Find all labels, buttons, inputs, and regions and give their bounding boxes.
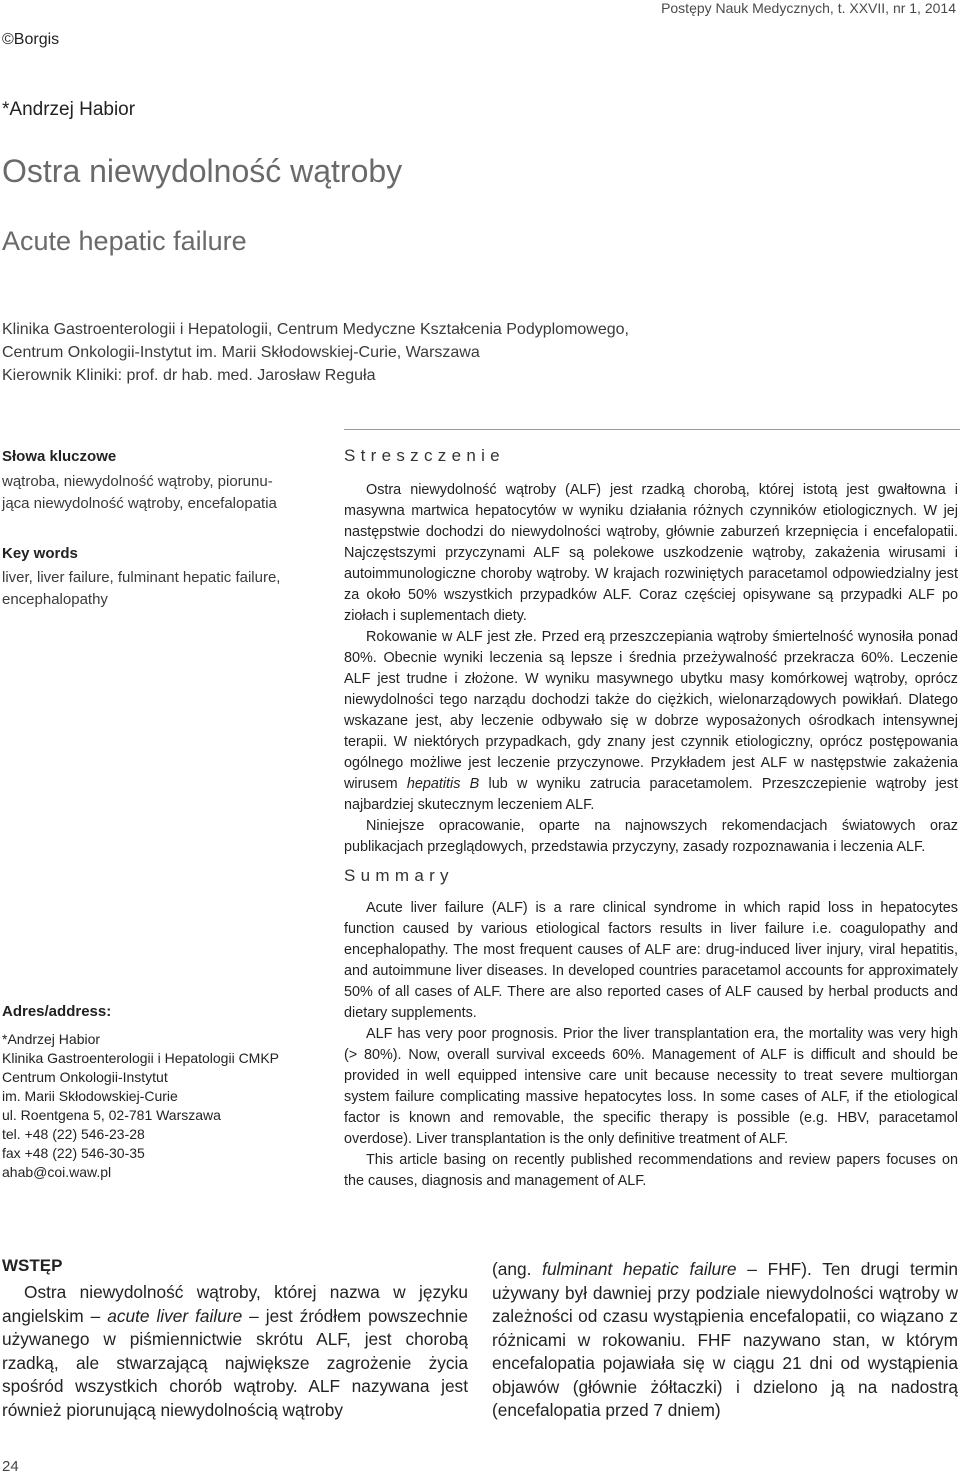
summary-heading: Summary bbox=[344, 866, 454, 885]
keywords-pl-heading: Słowa kluczowe bbox=[2, 448, 117, 465]
keywords-pl-line: jąca niewydolność wątroby, encefalopatia bbox=[2, 495, 277, 512]
title-polish: Ostra niewydolność wątroby bbox=[2, 153, 403, 189]
affiliation-line: Klinika Gastroenterologii i Hepatologii, Centrum Medyczne Kształcenia Podyplomowego, bbox=[2, 321, 629, 338]
title-english: Acute hepatic failure bbox=[2, 226, 247, 256]
section-heading-wstep: WSTĘP bbox=[2, 1256, 63, 1275]
page-number: 24 bbox=[2, 1458, 19, 1475]
affiliation bbox=[2, 318, 629, 387]
email-link[interactable]: ahab@coi.waw.pl bbox=[2, 1164, 112, 1180]
streszczenie-heading: Streszczenie bbox=[344, 446, 505, 465]
keywords-en-heading: Key words bbox=[2, 545, 78, 562]
journal-header: Postępy Nauk Medycznych, t. XXVII, nr 1, 2014 bbox=[661, 0, 956, 16]
address-line: *Andrzej Habior bbox=[2, 1031, 101, 1047]
address-line: Klinika Gastroenterologii i Hepatologii CMKP bbox=[2, 1050, 280, 1066]
address-line: fax +48 (22) 546-30-35 bbox=[2, 1145, 145, 1161]
abstract-paragraph: Ostra niewydolność wątroby (ALF) jest rzadką chorobą, której istotą jest gwałtowna i masywna martwica hepatocytów w wyniku działania różnych czynników etiologicznych. W jej następstwie dochodzi do niewydolności wątroby, głównie zaburzeń krzepnięcia i encefalopatii. Najczęstszymi przyczynami ALF są polekowe uszkodzenie wątroby, zakażenia wirusami i autoimmunologiczne choroby wątroby. W krajach rozwiniętych paracetamol odpowiedzialny jest za około 50% wszystkich przypadków ALF. Coraz częściej opisywane są przypadki ALF po ziołach i suplementach diety. bbox=[344, 482, 958, 624]
body-paragraph: Ostra niewydolność wątroby, której nazwa w języku angielskim – acute liver failure – jest źródłem powszechnie używanego w piśmiennictwie skrótu ALF, jest chorobą rzadką, ale stwarzającą największe zagrożenie życia spośród wszystkich chorób wątroby. ALF nazywana jest również piorunującą niewydolnością wątroby bbox=[2, 1282, 468, 1420]
author-name: *Andrzej Habior bbox=[2, 99, 136, 120]
address-line: tel. +48 (22) 546-23-28 bbox=[2, 1126, 145, 1142]
abstract-paragraph: This article basing on recently published recommendations and review papers focuses on the causes, diagnosis and management of ALF. bbox=[344, 1152, 958, 1189]
abstract-paragraph: Rokowanie w ALF jest złe. Przed erą przeszczepiania wątroby śmiertelność wynosiła ponad 80%. Obecnie wyniki leczenia są lepsze i średnia przeżywalność przekracza 60%. Leczenie ALF jest trudne i złożone. W wyniku masywnego ubytku masy komórkowej wątroby, oprócz niewydolności tego narządu dochodzi także do ciężkich, wielonarządowych powikłań. Dlatego wskazane jest, aby leczenie odbywało się w dobrze wyposażonych ośrodkach intensywnej terapii. W niektórych przypadkach, gdy znany jest czynnik etiologiczny, oprócz postępowania ogólnego możliwe jest leczenie przyczynowe. Przykładem jest ALF w następstwie zakażenia wirusem hepatitis B lub w wyniku zatrucia paracetamolem. Przeszczepienie wątroby jest najbardziej skutecznym leczeniem ALF. bbox=[344, 629, 958, 813]
affiliation-line: Centrum Onkologii-Instytut im. Marii Skłodowskiej-Curie, Warszawa bbox=[2, 344, 480, 361]
publisher-label: ©Borgis bbox=[2, 31, 60, 48]
keywords-en-block bbox=[2, 545, 322, 611]
body-column-right bbox=[492, 1258, 958, 1423]
abstract-paragraph: Acute liver failure (ALF) is a rare clinical syndrome in which rapid loss in hepatocytes function caused by various etiological factors results in liver failure i.e. coagulopathy and encephalopathy. The most frequent causes of ALF are: drug-induced liver injury, viral hepatitis, and autoimmune liver diseases. In developed countries paracetamol accounts for approximately 50% of all cases of ALF. There are also reported cases of ALF caused by herbal products and dietary supplements. bbox=[344, 900, 958, 1021]
keywords-en-line: liver, liver failure, fulminant hepatic failure, bbox=[2, 569, 281, 586]
abstract-paragraph: Niniejsze opracowanie, oparte na najnowszych rekomendacjach światowych oraz publikacjach przeglądowych, przedstawia przyczyny, zasady rozpoznawania i leczenia ALF. bbox=[344, 818, 958, 855]
address-block bbox=[2, 1003, 279, 1182]
body-column-left bbox=[2, 1281, 468, 1422]
abstract-paragraph: ALF has very poor prognosis. Prior the liver transplantation era, the mortality was very high (> 80%). Now, overall survival exceeds 60%. Management of ALF is difficult and should be provided in well equipped intensive care unit because necessity to treat severe multiorgan system failure complicating massive hepatocytes loss. In some cases of ALF, if the etiological factor is known and removable, the specific therapy is possible (e.g. HBV, paracetamol overdose). Liver transplantation is the only definitive treatment of ALF. bbox=[344, 1026, 958, 1147]
section-divider bbox=[344, 429, 960, 430]
summary-text bbox=[344, 898, 958, 1192]
address-line: im. Marii Skłodowskiej-Curie bbox=[2, 1088, 178, 1104]
keywords-pl-line: wątroba, niewydolność wątroby, piorunu- bbox=[2, 473, 273, 490]
streszczenie-text bbox=[344, 480, 958, 858]
affiliation-line: Kierownik Kliniki: prof. dr hab. med. Jarosław Reguła bbox=[2, 367, 376, 384]
keywords-pl-block bbox=[2, 448, 322, 515]
address-line: ul. Roentgena 5, 02-781 Warszawa bbox=[2, 1107, 221, 1123]
keywords-en-line: encephalopathy bbox=[2, 591, 108, 608]
address-heading: Adres/address: bbox=[2, 1003, 112, 1020]
address-line: Centrum Onkologii-Instytut bbox=[2, 1069, 168, 1085]
body-paragraph: (ang. fulminant hepatic failure – FHF). Ten drugi termin używany był dawniej przy podziale niewydolności wątroby w zależności od czasu wystąpienia encefalopatii, co wiązano z różnicami w rokowaniu. FHF nazywano stan, w którym encefalopatia pojawiała się w ciągu 21 dni od wystąpienia objawów (głównie żółtaczki) i dzielono ją na nadostrą (encefalopatia przed 7 dniem) bbox=[492, 1259, 958, 1420]
